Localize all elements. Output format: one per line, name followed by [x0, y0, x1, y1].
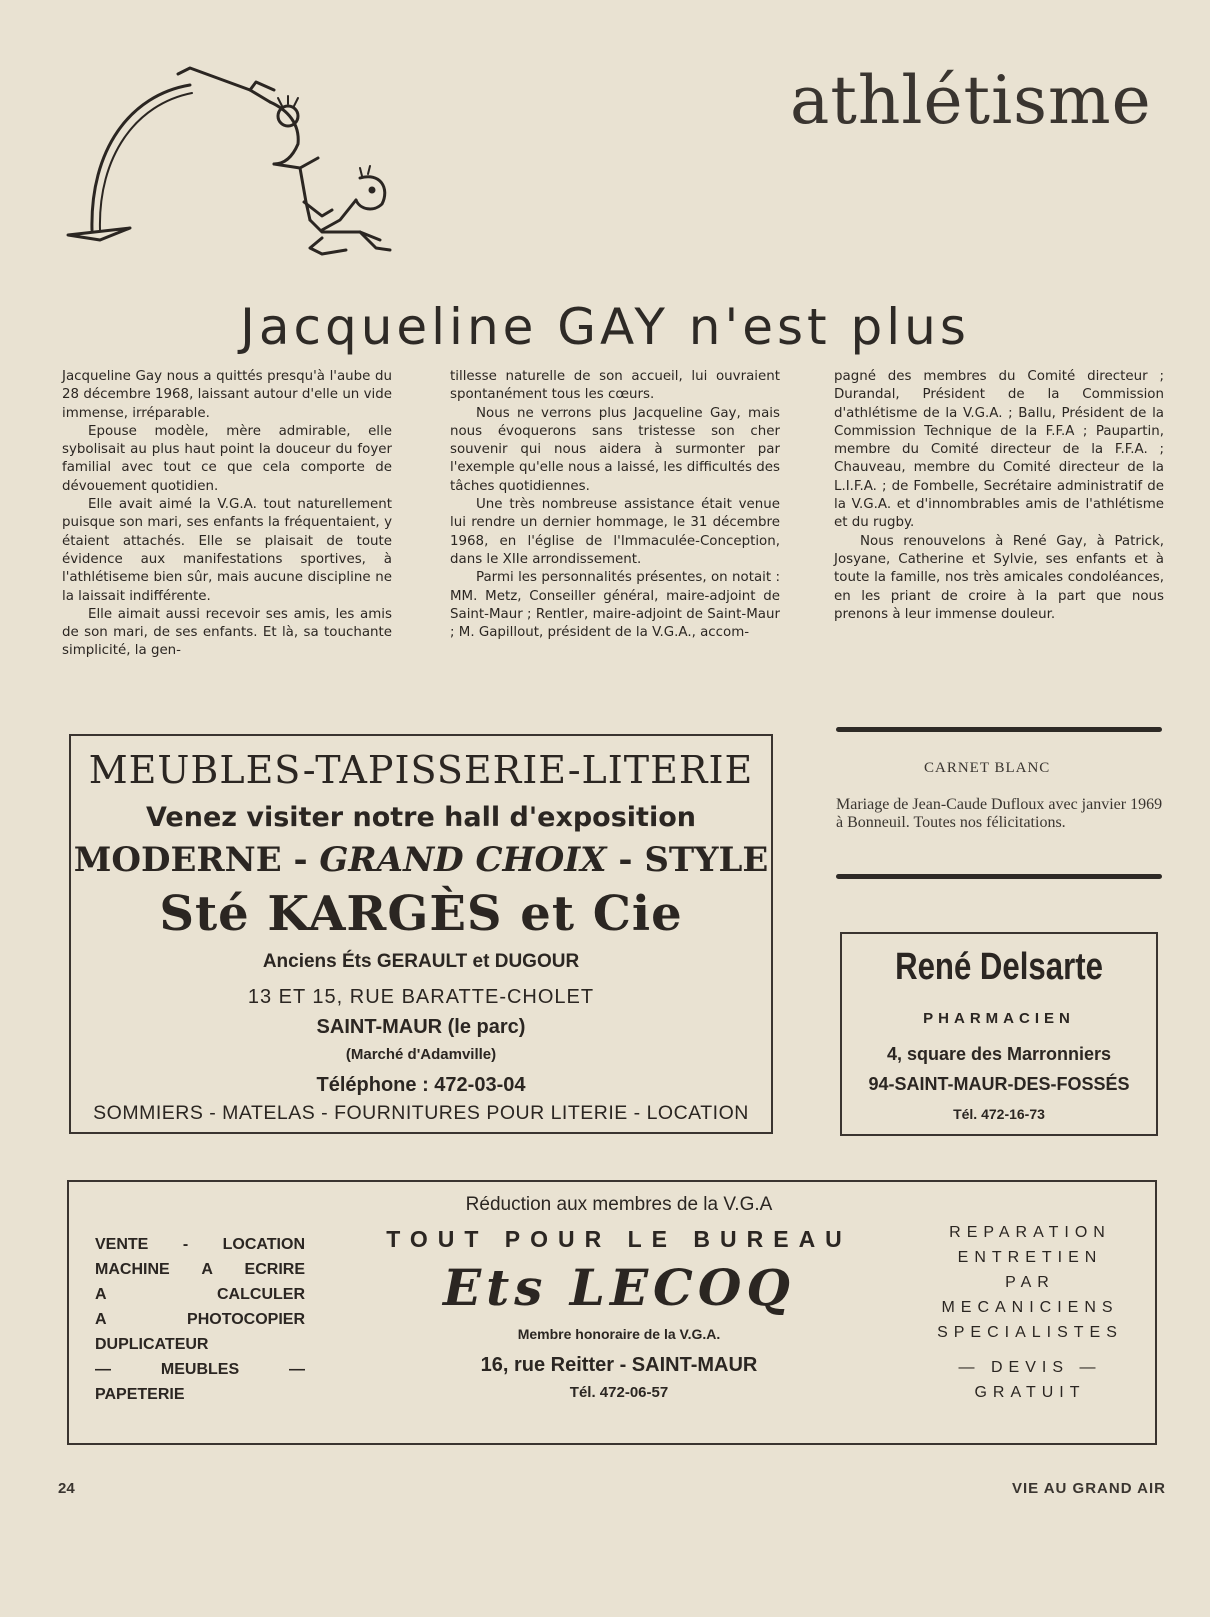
- ad-karges-former: Anciens Éts GERAULT et DUGOUR: [262, 951, 580, 972]
- ad-lecoq-service: MACHINE A ECRIRE: [95, 1261, 305, 1278]
- ad-lecoq-services: [95, 1232, 305, 1407]
- ad-lecoq-repair-line: REPARATION: [949, 1224, 1111, 1241]
- paragraph: tillesse naturelle de son accueil, lui ouvraient spontanément tous les cœurs.: [450, 369, 780, 403]
- ad-lecoq-repair-line: SPECIALISTES: [937, 1324, 1123, 1341]
- ad-karges-market: (Marché d'Adamville): [345, 1046, 497, 1063]
- ad-lecoq-address: 16, rue Reitter - SAINT-MAUR: [480, 1354, 758, 1376]
- ad-lecoq-service: A CALCULER: [95, 1286, 305, 1303]
- paragraph: Epouse modèle, mère admirable, elle sybolisait au plus haut point la douceur du foyer familial avec tout ce que cela comporte de dévouement quotidien.: [62, 423, 392, 494]
- paragraph: Nous ne verrons plus Jacqueline Gay, mais nous évoquerons sans tristesse son cher souvenir qui nous aidera à surmonter par l'exemple qu'elle nous a laissé, les difficultés des tâches quotidiennes.: [450, 405, 780, 494]
- ad-lecoq-member: Membre honoraire de la V.G.A.: [517, 1326, 721, 1342]
- ad-delsarte-address2: 94-SAINT-MAUR-DES-FOSSÉS: [868, 1074, 1130, 1094]
- divider: [836, 874, 1162, 879]
- ad-karges-address: 13 ET 15, RUE BARATTE-CHOLET: [247, 986, 595, 1008]
- ad-lecoq-phone: Tél. 472-06-57: [569, 1384, 669, 1401]
- ad-karges-line2: Venez visiter notre hall d'exposition: [145, 802, 696, 833]
- article-column-1: [62, 368, 392, 661]
- divider: [836, 727, 1162, 732]
- article-column-2: [450, 368, 780, 642]
- paragraph: Elle aimait aussi recevoir ses amis, les amis de son mari, de ses enfants. Et là, sa touchante simplicité, la gen-: [62, 606, 392, 659]
- ad-karges-line3a: MODERNE -: [73, 840, 320, 880]
- ad-karges-phone: Téléphone : 472-03-04: [316, 1074, 526, 1096]
- ad-lecoq-repair-line: PAR: [1005, 1274, 1055, 1291]
- ad-lecoq-gratuit: GRATUIT: [974, 1384, 1086, 1401]
- page-number: 24: [58, 1480, 75, 1497]
- ad-delsarte-name: René Delsarte: [895, 946, 1103, 988]
- ad-karges-line3b: GRAND CHOIX: [319, 840, 607, 880]
- ad-delsarte-address1: 4, square des Marronniers: [886, 1044, 1112, 1064]
- article-column-3: [834, 368, 1164, 624]
- article-body: [62, 368, 1172, 708]
- ad-karges-line1: MEUBLES-TAPISSERIE-LITERIE: [88, 748, 754, 792]
- ad-lecoq-service: — MEUBLES —: [95, 1361, 305, 1378]
- paragraph: Nous renouvelons à René Gay, à Patrick, Josyane, Catherine et Sylvie, ses enfants et à toute la famille, nos très amicales condoléances, en les priant de croire à la part que nous prenons à leur immense douleur.: [834, 533, 1164, 622]
- ad-lecoq-service: DUPLICATEUR: [95, 1336, 209, 1353]
- ad-lecoq-tagline: TOUT POUR LE BUREAU: [386, 1226, 852, 1252]
- pole-vaulter-cartoon: [60, 60, 410, 270]
- ad-lecoq-service: PAPETERIE: [95, 1386, 185, 1403]
- ad-lecoq-service: A PHOTOCOPIER: [95, 1311, 305, 1328]
- article-headline: Jacqueline GAY n'est plus: [240, 298, 970, 356]
- ad-lecoq-name: Ets LECOQ: [443, 1258, 795, 1317]
- advertisement-karges: [69, 734, 773, 1134]
- ad-karges-company: Sté KARGÈS et Cie: [159, 886, 683, 942]
- advertisement-lecoq: [67, 1180, 1157, 1445]
- paragraph: pagné des membres du Comité directeur ; Durandal, Président de la Commission d'athlétisme de la V.G.A. ; Ballu, Président de la Commission Technique de la F.F.A ; Paupartin, membre du Comité directeur de la F.F.A. ; Chauveau, membre du Comité directeur de la L.I.F.A. ; de Fombelle, Secrétaire administratif de la V.G.A. et d'innombrables amis de l'athlétisme et du rugby.: [834, 369, 1164, 531]
- ad-lecoq-reduction: Réduction aux membres de la V.G.A: [465, 1194, 773, 1215]
- ad-delsarte-profession: PHARMACIEN: [923, 1010, 1075, 1027]
- ad-lecoq-repair-line: ENTRETIEN: [957, 1249, 1103, 1266]
- ad-lecoq-repair-line: MECANICIENS: [941, 1299, 1119, 1316]
- ad-karges-line3: [71, 840, 771, 880]
- paragraph: Une très nombreuse assistance était venue lui rendre un dernier hommage, le 31 décembre 1968, en l'église de l'Immaculée-Conception, dans le XIIe arrondissement.: [450, 497, 780, 567]
- magazine-name: VIE AU GRAND AIR: [1011, 1480, 1166, 1497]
- ad-karges-line3c: - STYLE: [606, 840, 769, 880]
- paragraph: Elle avait aimé la V.G.A. tout naturellement puisque son mari, ses enfants la fréquentaient, y étaient attachés. Elle se plaisait de toute évidence aux manifestations sportives, à l'athlétiseme bien sûr, mais aucune discipline ne la laissait indifférente.: [62, 497, 392, 604]
- paragraph: Parmi les personnalités présentes, on notait : MM. Metz, Conseiller général, maire-adjoint de Saint-Maur ; Rentler, maire-adjoint de Saint-Maur ; M. Gapillout, président de la V.G.A., accom-: [450, 570, 780, 641]
- carnet-text: Mariage de Jean-Caude Dufloux avec janvier 1969 à Bonneuil. Toutes nos félicitations.: [836, 796, 1163, 831]
- ad-delsarte-phone: Tél. 472-16-73: [953, 1106, 1045, 1122]
- paragraph: Jacqueline Gay nous a quittés presqu'à l'aube du 28 décembre 1968, laissant autour d'elle un vide immense, irréparable.: [62, 369, 392, 421]
- ad-lecoq-repair: [927, 1220, 1133, 1405]
- section-title: athlétisme: [790, 62, 1152, 139]
- carnet-title: CARNET BLANC: [924, 760, 1051, 776]
- ad-lecoq-devis: — DEVIS —: [958, 1359, 1102, 1376]
- ad-lecoq-service: VENTE - LOCATION: [95, 1236, 305, 1253]
- ad-karges-products: SOMMIERS - MATELAS - FOURNITURES POUR LITERIE - LOCATION: [93, 1102, 749, 1124]
- advertisement-delsarte: [840, 932, 1158, 1136]
- ad-karges-city: SAINT-MAUR (le parc): [316, 1016, 526, 1038]
